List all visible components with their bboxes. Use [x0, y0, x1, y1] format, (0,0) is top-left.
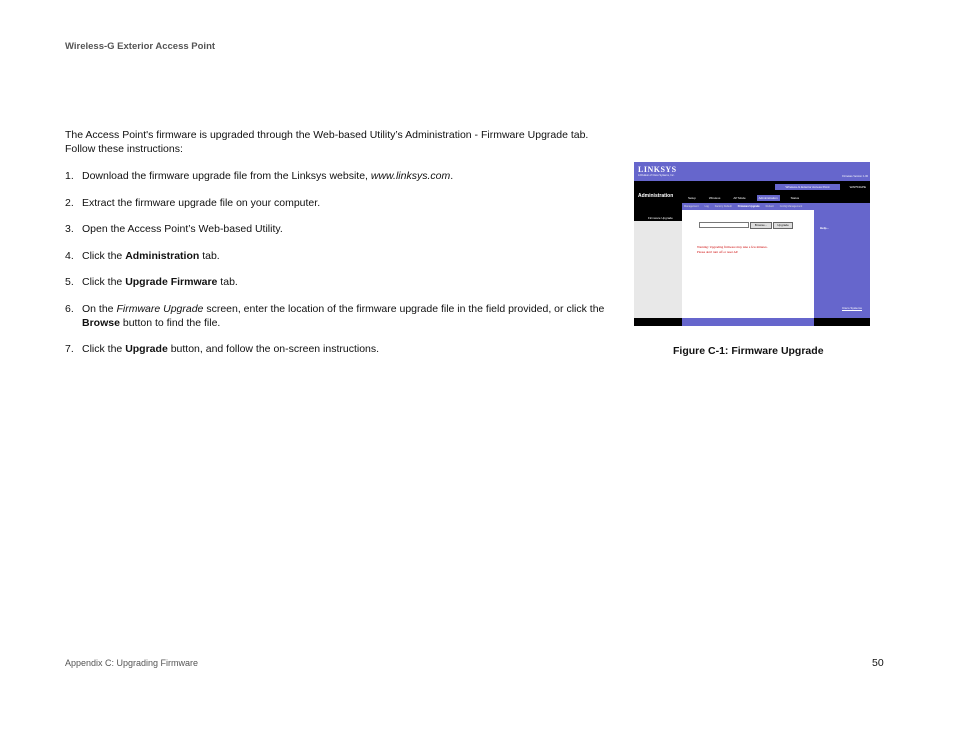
subtab-factory-default[interactable]: Factory Default — [714, 205, 732, 208]
step-text: Click the Upgrade button, and follow the on-screen instructions. — [82, 343, 380, 355]
step-number: 6. — [65, 302, 74, 315]
subtab-config-management[interactable]: Config Management — [779, 205, 803, 208]
tab-status[interactable]: Status — [790, 195, 800, 200]
firmware-upgrade-screenshot — [634, 162, 870, 326]
step-text: Open the Access Point’s Web-based Utility. — [82, 223, 283, 235]
figure-caption: Figure C-1: Firmware Upgrade — [673, 345, 824, 357]
sidebar-heading: Firmware Upgrade — [634, 215, 682, 221]
sub-tabs — [682, 203, 870, 210]
step-text: Extract the firmware upgrade file on your computer. — [82, 196, 321, 209]
step-text: Click the Upgrade Firmware tab. — [82, 276, 238, 288]
step-number: 7. — [65, 343, 74, 355]
intro-paragraph — [65, 128, 605, 156]
screenshot-sidebar — [634, 215, 682, 318]
tab-administration[interactable]: Administration — [758, 195, 778, 200]
subtab-management[interactable]: Management — [684, 205, 699, 208]
firmware-version-label: Firmware Version: 1.00 — [842, 175, 868, 178]
main-tabs — [682, 192, 870, 203]
tab-wireless[interactable]: Wireless — [708, 195, 721, 200]
cisco-logo: Cisco Systems — [842, 306, 862, 310]
logo-subtitle: A Division of Cisco Systems, Inc. — [638, 174, 675, 177]
browse-button[interactable]: Browse... — [750, 222, 772, 229]
instruction-steps — [65, 169, 605, 369]
tab-setup[interactable]: Setup — [688, 195, 696, 200]
step-number: 4. — [65, 249, 74, 262]
page-number: 50 — [872, 657, 884, 669]
step-text: On the Firmware Upgrade screen, enter the location of the firmware upgrade file in the field provided, or click the Browse button to find the file. — [82, 302, 605, 329]
warning-message: Warning: Upgrading firmware may take a few minutes. Please don't turn off or reset AP. — [697, 245, 768, 254]
step-item — [65, 222, 605, 236]
product-bar — [682, 181, 870, 192]
intro-line-1: The Access Point's firmware is upgraded through the Web-based Utility’s Administration - Firmware Upgrade tab. — [65, 129, 589, 141]
screenshot-bottom-bar — [634, 318, 870, 326]
section-title: Administration — [638, 193, 674, 199]
help-link[interactable]: Help... — [820, 226, 830, 230]
step-item — [65, 249, 605, 263]
intro-line-2: Follow these instructions: — [65, 143, 183, 155]
subtab-firmware-upgrade[interactable]: Firmware Upgrade — [737, 205, 760, 208]
step-item — [65, 302, 605, 330]
subtab-reboot[interactable]: Reboot — [765, 205, 774, 208]
firmware-file-input[interactable] — [699, 222, 749, 228]
step-number: 3. — [65, 223, 74, 235]
upgrade-button[interactable]: Upgrade — [773, 222, 793, 229]
subtab-log[interactable]: Log — [704, 205, 709, 208]
document-header-title: Wireless-G Exterior Access Point — [65, 41, 216, 52]
bottom-accent-bar — [682, 318, 814, 326]
step-item — [65, 169, 605, 183]
model-number: WAP54GPE — [849, 185, 866, 189]
screenshot-main — [682, 215, 814, 318]
step-item — [65, 275, 605, 289]
brand-bar — [634, 162, 870, 181]
step-number: 5. — [65, 276, 74, 288]
step-number: 2. — [65, 196, 74, 209]
step-text: Click the Administration tab. — [82, 249, 220, 262]
step-text: Download the firmware upgrade file from the Linksys website, www.linksys.com. — [82, 170, 454, 182]
step-item — [65, 342, 605, 356]
website-link-text: www.linksys.com — [370, 170, 451, 182]
product-name: Wireless-G Exterior Access Point — [775, 184, 840, 190]
footer-section-title: Appendix C: Upgrading Firmware — [65, 658, 199, 668]
step-number: 1. — [65, 170, 74, 182]
help-panel — [814, 210, 870, 318]
step-item — [65, 196, 605, 210]
tab-ap-mode[interactable]: AP Mode — [733, 195, 746, 200]
section-panel — [634, 181, 682, 215]
linksys-logo: LINKSYS — [638, 165, 677, 174]
